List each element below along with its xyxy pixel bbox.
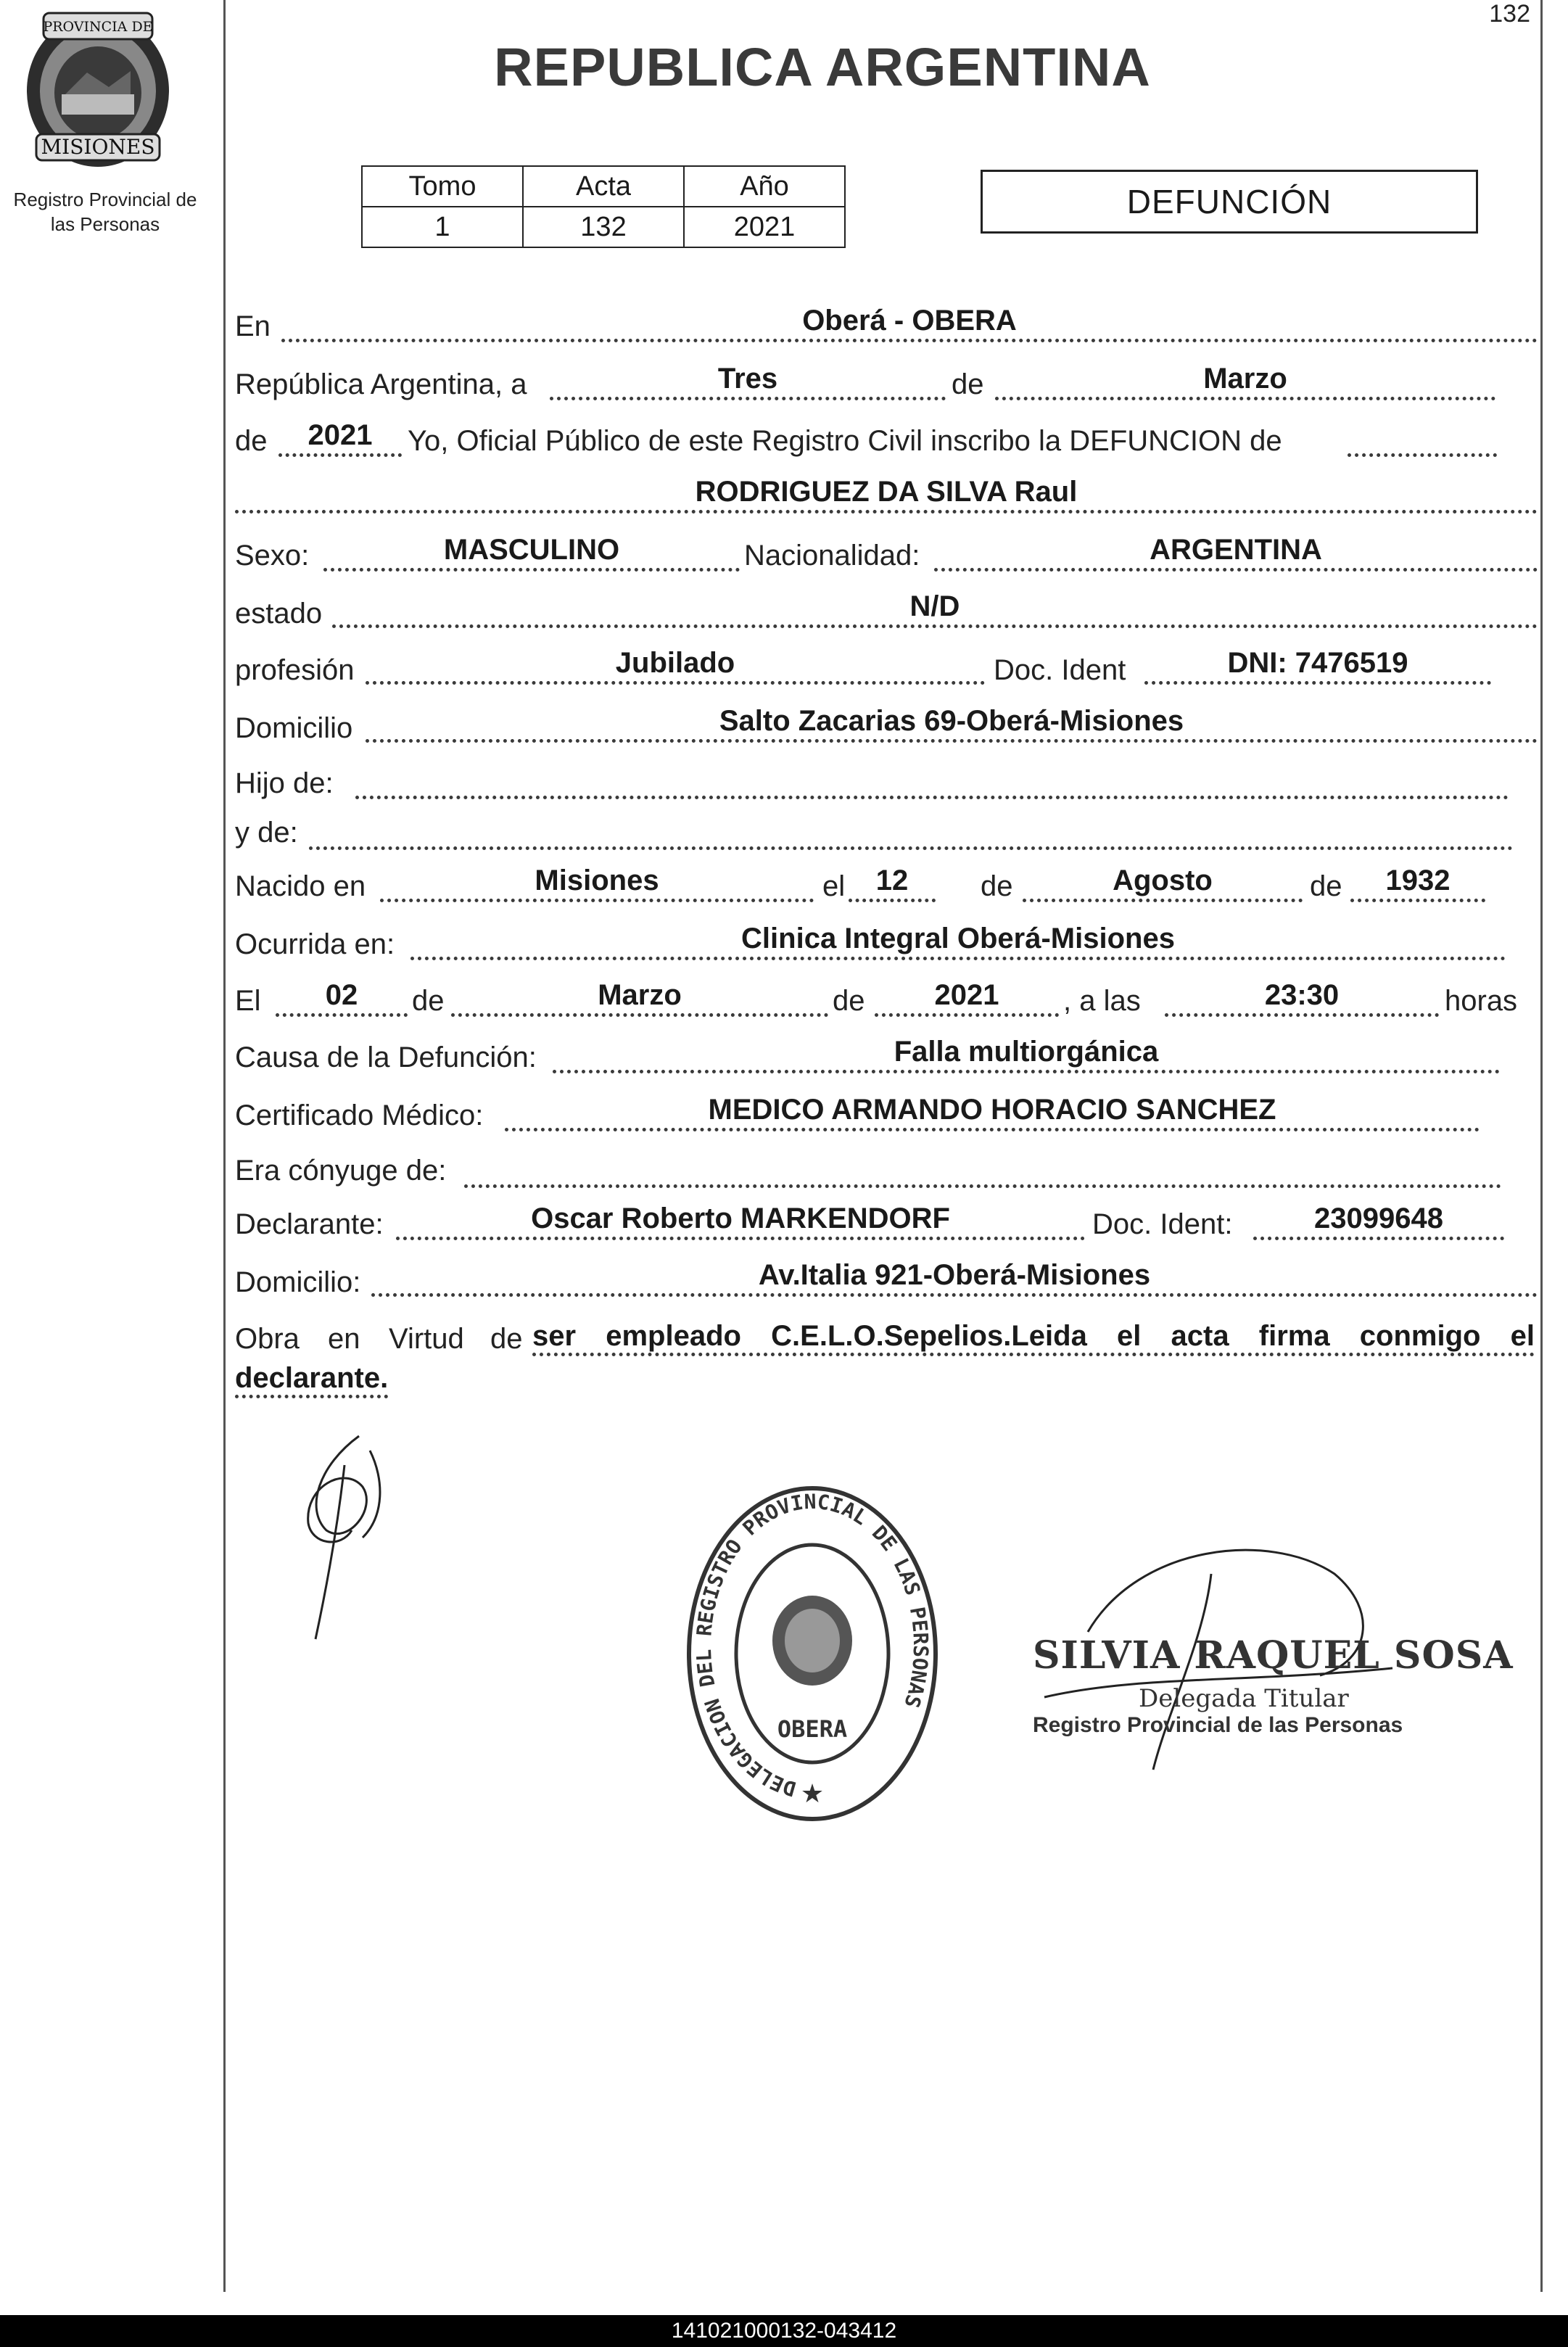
declarant-signature — [276, 1422, 421, 1661]
ano-value: 2021 — [684, 207, 845, 247]
obra-word-1: Obra — [235, 1323, 300, 1355]
obra-text-line1: ser empleado C.E.L.O.Sepelios.Leida el acta firma conmigo el — [532, 1320, 1535, 1356]
obra-text-line2: declarante. — [235, 1362, 388, 1398]
official-seal-stamp — [682, 1480, 943, 1828]
horas-label: horas — [1445, 985, 1518, 1017]
el-date-label: El — [235, 985, 261, 1017]
conyuge-field — [464, 1150, 1501, 1188]
svg-text:PROVINCIA DE: PROVINCIA DE — [43, 19, 153, 35]
death-time-field: 23:30 — [1165, 979, 1439, 1017]
de-label-5: de — [412, 985, 445, 1017]
reference-header-row — [362, 166, 845, 207]
seal-ring-text: DELEGACION DEL REGISTRO PROVINCIAL DE LAS PERSONAS — [691, 1489, 933, 1802]
de-label-2: de — [235, 425, 268, 457]
nacido-label: Nacido en — [235, 870, 366, 902]
republica-label: República Argentina, a — [235, 368, 527, 400]
y-de-label: y de: — [235, 817, 298, 849]
el-label: el — [822, 870, 846, 902]
a-las-label: , a las — [1063, 985, 1141, 1017]
place-field: Oberá - OBERA — [281, 305, 1538, 342]
declarante-domicilio-label: Domicilio: — [235, 1266, 361, 1298]
inscription-trailing-field — [1348, 419, 1497, 457]
certificado-field: MEDICO ARMANDO HORACIO SANCHEZ — [505, 1094, 1480, 1131]
page-number: 132 — [1489, 0, 1530, 28]
profesion-label: profesión — [235, 654, 355, 686]
officer-stamp-role: Delegada Titular — [1139, 1684, 1349, 1713]
hijo-field — [355, 762, 1509, 799]
acta-value: 132 — [523, 207, 684, 247]
nacionalidad-field: ARGENTINA — [934, 534, 1538, 572]
de-label-1: de — [952, 368, 984, 400]
document-type-box: DEFUNCIÓN — [981, 170, 1478, 234]
footer-code-bar — [0, 2315, 1568, 2347]
svg-text:★: ★ — [800, 1778, 825, 1808]
declarante-doc-label: Doc. Ident: — [1092, 1208, 1233, 1240]
reference-value-row — [362, 207, 845, 247]
right-margin-line — [1540, 0, 1543, 2292]
doc-ident-label: Doc. Ident — [994, 654, 1126, 686]
tomo-value: 1 — [362, 207, 523, 247]
ano-header: Año — [684, 166, 845, 207]
de-label-4: de — [1310, 870, 1342, 902]
seal-city: OBERA — [777, 1715, 848, 1743]
reference-table — [361, 165, 846, 248]
domicilio-field: Salto Zacarias 69-Oberá-Misiones — [366, 705, 1538, 743]
obra-word-3: Virtud — [389, 1323, 464, 1355]
domicilio-label: Domicilio — [235, 712, 353, 744]
birth-month-field: Agosto — [1023, 865, 1303, 902]
certificado-label: Certificado Médico: — [235, 1100, 484, 1131]
sexo-field: MASCULINO — [323, 534, 740, 572]
profesion-field: Jubilado — [366, 647, 985, 685]
officer-stamp-office: Registro Provincial de las Personas — [1033, 1713, 1403, 1737]
sexo-label: Sexo: — [235, 540, 310, 572]
registry-label-line2: las Personas — [50, 213, 160, 235]
month-field: Marzo — [995, 363, 1495, 400]
birth-year-field: 1932 — [1350, 865, 1485, 902]
officer-stamp-name: SILVIA RAQUEL SOSA — [1033, 1633, 1514, 1678]
death-day-field: 02 — [276, 979, 408, 1017]
death-year-field: 2021 — [875, 979, 1059, 1017]
conyuge-label: Era cónyuge de: — [235, 1155, 447, 1187]
birth-day-field: 12 — [849, 865, 936, 902]
day-words-field: Tres — [550, 363, 946, 400]
ocurrida-field: Clinica Integral Oberá-Misiones — [410, 923, 1506, 960]
declarante-doc-field: 23099648 — [1253, 1203, 1504, 1240]
obra-word-2: en — [328, 1323, 360, 1355]
page-title: REPUBLICA ARGENTINA — [494, 37, 1151, 97]
y-de-field — [309, 812, 1513, 850]
svg-text:MISIONES: MISIONES — [41, 135, 155, 159]
obra-word-4: de — [490, 1323, 523, 1355]
en-label: En — [235, 310, 271, 342]
deceased-name-field: RODRIGUEZ DA SILVA Raul — [235, 476, 1538, 513]
footer-code: 141021000132-043412 — [671, 2319, 897, 2343]
de-label-3: de — [981, 870, 1013, 902]
causa-label: Causa de la Defunción: — [235, 1041, 537, 1073]
nacido-en-field: Misiones — [380, 865, 814, 902]
estado-label: estado — [235, 598, 323, 630]
declarante-domicilio-field: Av.Italia 921-Oberá-Misiones — [371, 1259, 1538, 1297]
inscription-text: Yo, Oficial Público de este Registro Civil inscribo la DEFUNCION de — [408, 425, 1282, 457]
left-margin-line — [223, 0, 226, 2292]
declarante-label: Declarante: — [235, 1208, 384, 1240]
ocurrida-label: Ocurrida en: — [235, 928, 395, 960]
acta-header: Acta — [523, 166, 684, 207]
de-label-6: de — [833, 985, 865, 1017]
death-month-field: Marzo — [451, 979, 828, 1017]
year-field: 2021 — [278, 419, 402, 457]
tomo-header: Tomo — [362, 166, 523, 207]
registry-label-line1: Registro Provincial de — [13, 189, 197, 210]
doc-ident-field: DNI: 7476519 — [1144, 647, 1491, 685]
declarante-field: Oscar Roberto MARKENDORF — [396, 1203, 1085, 1240]
hijo-label: Hijo de: — [235, 767, 334, 799]
nacionalidad-label: Nacionalidad: — [744, 540, 920, 572]
estado-field: N/D — [332, 590, 1538, 628]
causa-field: Falla multiorgánica — [553, 1036, 1500, 1073]
